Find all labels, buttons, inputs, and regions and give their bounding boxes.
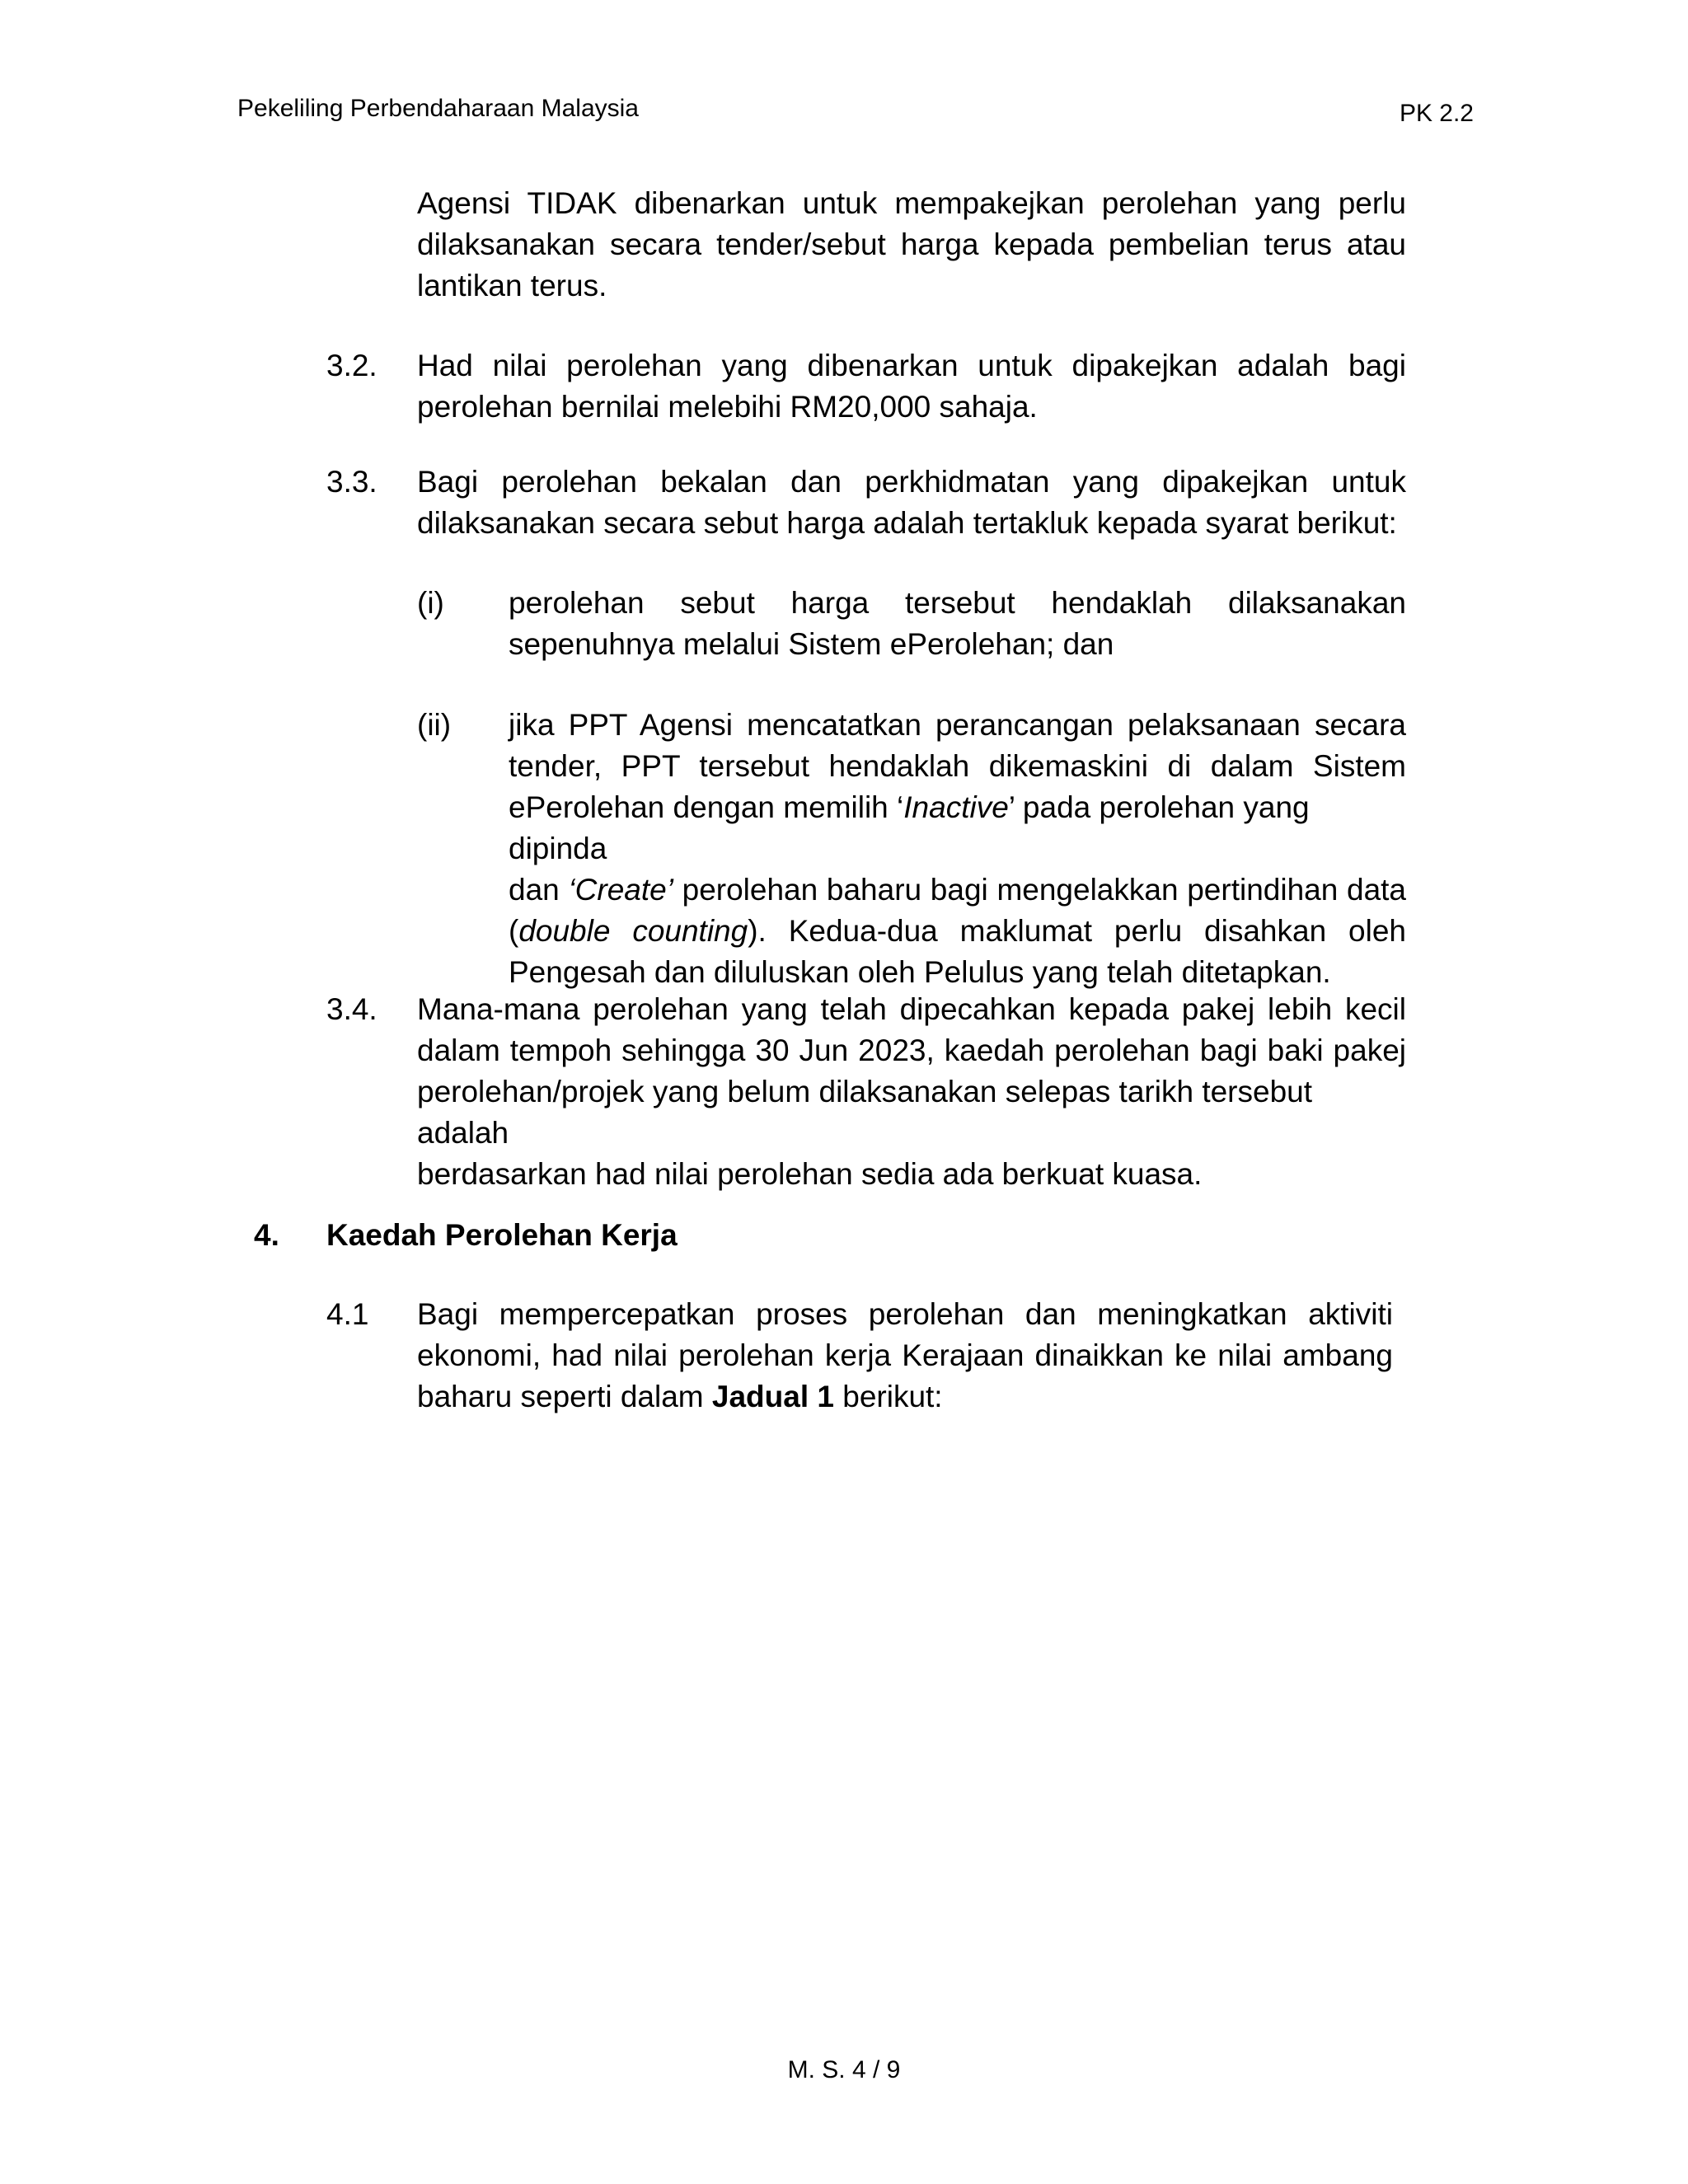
text-run: ePerolehan dengan memilih xyxy=(509,790,898,824)
list-item-line: Pengesah dan diluluskan oleh Pelulus yang telah ditetapkan. xyxy=(509,955,1331,989)
list-marker-i: (i) xyxy=(417,586,444,620)
section-3-3-paragraph xyxy=(417,462,1406,544)
text-run: ‘ xyxy=(897,790,904,824)
text-run: ). Kedua-dua maklumat perlu disahkan oleh xyxy=(748,914,1406,948)
page-header-right: PK 2.2 xyxy=(1399,100,1474,127)
text-run: perolehan baharu bagi mengelakkan pertindihan data xyxy=(673,873,1407,907)
paragraph-line: ekonomi, had nilai perolehan kerja Kerajaan dinaikkan ke nilai ambang xyxy=(417,1338,1393,1372)
section-4-1-paragraph xyxy=(417,1294,1393,1418)
text-run: dan xyxy=(509,873,569,907)
paragraph-line: perolehan bernilai melebihi RM20,000 sahaja. xyxy=(417,390,1038,424)
paragraph-line xyxy=(417,1376,1393,1418)
text-run: ’ xyxy=(1008,790,1015,824)
intro-paragraph xyxy=(417,183,1406,307)
paragraph-line: Bagi mempercepatkan proses perolehan dan meningkatkan aktiviti xyxy=(417,1297,1393,1331)
italic-term: Inactive xyxy=(903,790,1009,824)
section-3-3-number: 3.3. xyxy=(326,465,377,499)
section-3-4-number: 3.4. xyxy=(326,992,377,1026)
paragraph-line: dilaksanakan secara sebut harga adalah tertakluk kepada syarat berikut: xyxy=(417,506,1397,540)
section-3-2-number: 3.2. xyxy=(326,349,377,382)
paragraph-line: berdasarkan had nilai perolehan sedia ada berkuat kuasa. xyxy=(417,1157,1203,1191)
section-3-4-paragraph xyxy=(417,989,1406,1195)
list-item-line xyxy=(509,911,1406,952)
list-item-i xyxy=(509,583,1406,665)
paragraph-line: Mana-mana perolehan yang telah dipecahkan kepada pakej lebih kecil xyxy=(417,992,1406,1026)
italic-term: ‘Create’ xyxy=(568,873,673,907)
intro-line: dilaksanakan secara tender/sebut harga kepada pembelian terus atau xyxy=(417,227,1406,261)
list-item-line: jika PPT Agensi mencatatkan perancangan pelaksanaan secara xyxy=(509,708,1406,742)
paragraph-line: perolehan/projek yang belum dilaksanakan selepas tarikh tersebut adalah xyxy=(417,1075,1313,1150)
table-reference: Jadual 1 xyxy=(711,1380,834,1413)
text-run: berikut: xyxy=(833,1380,943,1413)
section-4-1-number: 4.1 xyxy=(326,1297,369,1331)
paragraph-line: Had nilai perolehan yang dibenarkan untuk dipakejkan adalah bagi xyxy=(417,349,1406,382)
paragraph-line: Bagi perolehan bekalan dan perkhidmatan yang dipakejkan untuk xyxy=(417,465,1406,499)
list-item-line: sepenuhnya melalui Sistem ePerolehan; dan xyxy=(509,627,1114,661)
section-3-2-paragraph xyxy=(417,345,1406,428)
page-number: M. S. 4 / 9 xyxy=(787,2056,901,2083)
list-item-line xyxy=(509,869,1406,911)
section-4-title: Kaedah Perolehan Kerja xyxy=(326,1218,678,1252)
italic-term: double counting xyxy=(518,914,748,948)
section-4-number: 4. xyxy=(254,1218,279,1252)
list-item-line xyxy=(509,787,1406,869)
list-item-line: perolehan sebut harga tersebut hendaklah dilaksanakan xyxy=(509,586,1406,620)
list-item-line: tender, PPT tersebut hendaklah dikemaskini di dalam Sistem xyxy=(509,749,1406,783)
text-run: pada perolehan yang dipinda xyxy=(509,790,1310,865)
intro-line: Agensi TIDAK dibenarkan untuk mempakejkan perolehan yang perlu xyxy=(417,186,1406,220)
text-run: baharu seperti dalam xyxy=(417,1380,712,1413)
intro-line: lantikan terus. xyxy=(417,269,607,302)
list-marker-ii: (ii) xyxy=(417,708,452,742)
text-run: ( xyxy=(509,914,519,948)
list-item-ii xyxy=(509,705,1406,993)
page-header-left: Pekeliling Perbendaharaan Malaysia xyxy=(237,95,639,122)
paragraph-line: dalam tempoh sehingga 30 Jun 2023, kaedah perolehan bagi baki pakej xyxy=(417,1033,1406,1067)
